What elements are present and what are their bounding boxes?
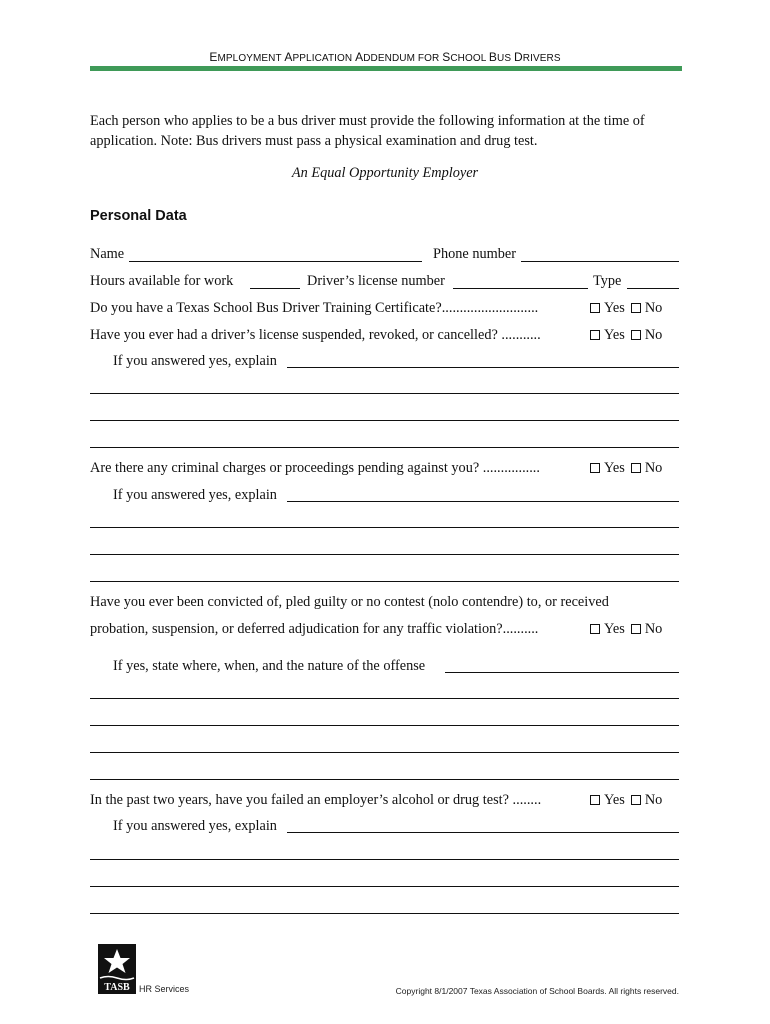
no-label: No — [644, 327, 663, 343]
answer-line[interactable] — [90, 779, 679, 780]
no-checkbox[interactable] — [631, 795, 641, 805]
title-word: DRIVERS — [514, 50, 561, 64]
no-checkbox[interactable] — [631, 303, 641, 313]
no-label: No — [644, 792, 663, 808]
answer-line[interactable] — [90, 859, 679, 860]
hours-field[interactable] — [250, 288, 300, 289]
explain-label: If you answered yes, explain — [113, 818, 277, 834]
logo-text: TASB — [104, 982, 130, 993]
explain-field[interactable] — [287, 832, 679, 833]
license-suspended-options — [590, 326, 668, 344]
question-license-suspended: Have you ever had a driver’s license suspended, revoked, or cancelled? ........... — [90, 327, 541, 343]
name-label: Name — [90, 246, 125, 262]
license-label: Driver’s license number — [307, 273, 445, 289]
training-certificate-options — [590, 299, 668, 317]
question-drug-test: In the past two years, have you failed an employer’s alcohol or drug test? ........ — [90, 792, 542, 808]
answer-line[interactable] — [90, 725, 679, 726]
answer-line[interactable] — [90, 698, 679, 699]
yes-checkbox[interactable] — [590, 795, 600, 805]
question-training-certificate: Do you have a Texas School Bus Driver Training Certificate?........................... — [90, 300, 539, 316]
yes-label: Yes — [604, 327, 625, 343]
hours-label: Hours available for work — [90, 273, 234, 289]
yes-label: Yes — [604, 300, 625, 316]
explain-label: If you answered yes, explain — [113, 487, 277, 503]
title-word: BUS — [488, 50, 514, 64]
no-checkbox[interactable] — [631, 463, 641, 473]
star-icon — [98, 944, 136, 994]
answer-line[interactable] — [90, 554, 679, 555]
title-word: EMPLOYMENT — [209, 50, 285, 64]
no-checkbox[interactable] — [631, 330, 641, 340]
copyright-notice: Copyright 8/1/2007 Texas Association of School Boards. All rights reserved. — [395, 986, 679, 996]
answer-line[interactable] — [90, 393, 679, 394]
yes-checkbox[interactable] — [590, 624, 600, 634]
title-word: APPLICATION — [284, 50, 356, 64]
answer-line[interactable] — [90, 886, 679, 887]
no-label: No — [644, 621, 663, 637]
no-label: No — [644, 460, 663, 476]
answer-line[interactable] — [90, 752, 679, 753]
header-divider — [90, 66, 682, 71]
offense-label: If yes, state where, when, and the nature of the offense — [113, 658, 426, 674]
question-traffic-violation-line1: Have you ever been convicted of, pled guilty or no contest (nolo contendre) to, or received — [90, 594, 609, 610]
type-label: Type — [593, 273, 622, 289]
offense-field[interactable] — [445, 672, 679, 673]
yes-checkbox[interactable] — [590, 330, 600, 340]
yes-label: Yes — [604, 792, 625, 808]
answer-line[interactable] — [90, 447, 679, 448]
title-word: SCHOOL — [442, 50, 489, 64]
question-traffic-violation-line2: probation, suspension, or deferred adjudication for any traffic violation?.......... — [90, 621, 539, 637]
yes-checkbox[interactable] — [590, 463, 600, 473]
hr-services-label: HR Services — [139, 984, 190, 994]
criminal-charges-options — [590, 459, 668, 477]
type-field[interactable] — [627, 288, 679, 289]
tasb-logo — [98, 944, 136, 994]
explain-label: If you answered yes, explain — [113, 353, 277, 369]
explain-field[interactable] — [287, 501, 679, 502]
eeo-statement: An Equal Opportunity Employer — [291, 165, 479, 181]
name-field[interactable] — [129, 261, 422, 262]
phone-label: Phone number — [433, 246, 516, 262]
document-title — [0, 50, 770, 64]
answer-line[interactable] — [90, 420, 679, 421]
explain-field[interactable] — [287, 367, 679, 368]
section-heading-personal-data: Personal Data — [90, 208, 187, 224]
yes-checkbox[interactable] — [590, 303, 600, 313]
no-label: No — [644, 300, 663, 316]
intro-paragraph: Each person who applies to be a bus driver must provide the following information at the time of application. Note: Bus drivers must pass a physical examination and drug test. — [90, 113, 645, 149]
no-checkbox[interactable] — [631, 624, 641, 634]
answer-line[interactable] — [90, 581, 679, 582]
traffic-violation-options — [590, 620, 668, 638]
question-criminal-charges: Are there any criminal charges or proceedings pending against you? ................ — [90, 460, 540, 476]
license-field[interactable] — [453, 288, 588, 289]
yes-label: Yes — [604, 460, 625, 476]
answer-line[interactable] — [90, 913, 679, 914]
phone-field[interactable] — [521, 261, 679, 262]
answer-line[interactable] — [90, 527, 679, 528]
yes-label: Yes — [604, 621, 625, 637]
title-word: ADDENDUM FOR — [355, 50, 443, 64]
drug-test-options — [590, 791, 668, 809]
